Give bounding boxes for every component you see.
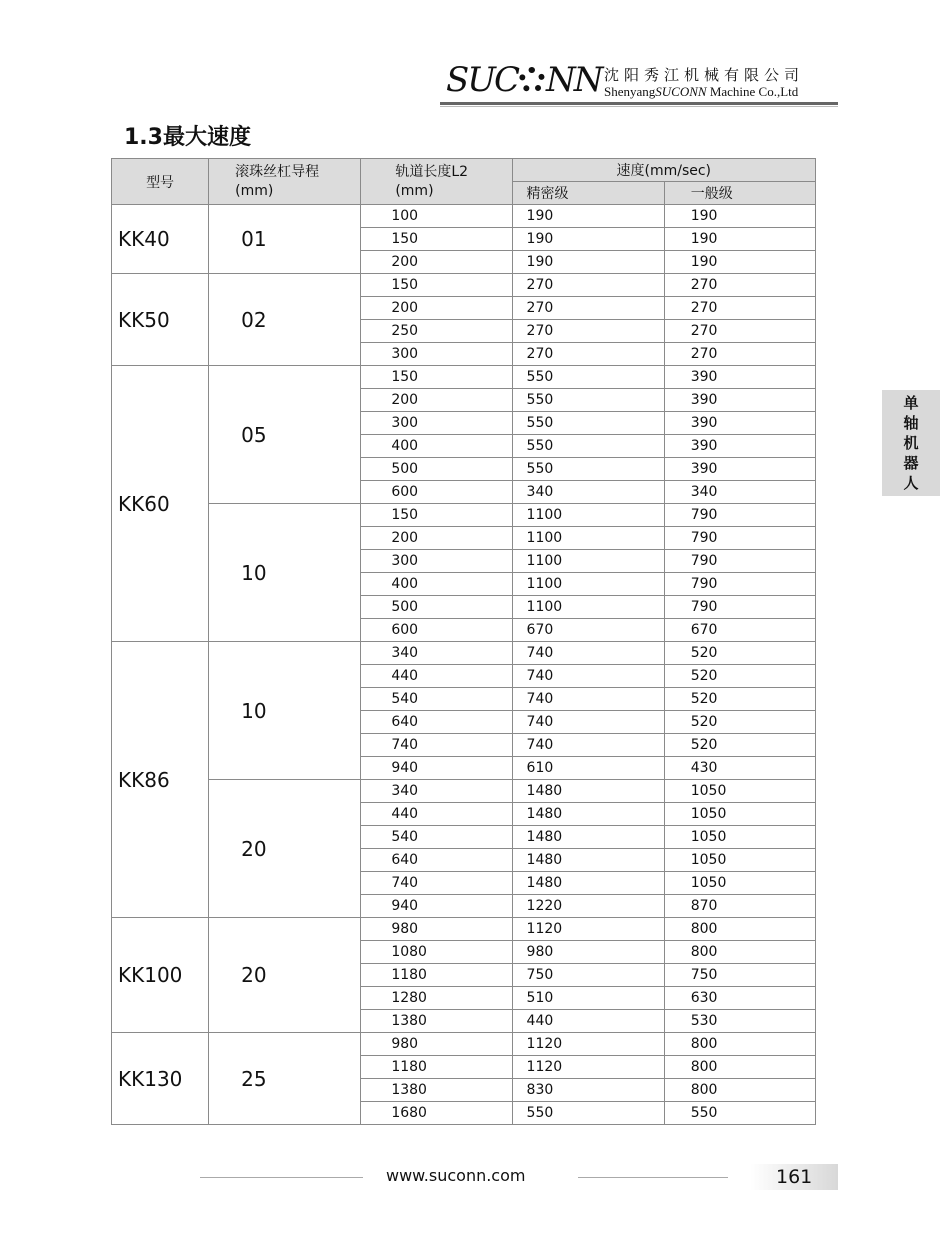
length-cell: 200 <box>361 251 512 274</box>
company-name-cn: 沈阳秀江机械有限公司 <box>604 66 805 84</box>
general-speed-cell: 520 <box>664 734 815 757</box>
general-speed-cell: 1050 <box>664 872 815 895</box>
length-cell: 600 <box>361 619 512 642</box>
precision-speed-cell: 750 <box>512 964 664 987</box>
length-cell: 940 <box>361 757 512 780</box>
precision-speed-cell: 1480 <box>512 826 664 849</box>
general-speed-cell: 270 <box>664 297 815 320</box>
general-speed-cell: 390 <box>664 389 815 412</box>
general-speed-cell: 800 <box>664 941 815 964</box>
precision-speed-cell: 740 <box>512 688 664 711</box>
precision-speed-cell: 550 <box>512 1102 664 1125</box>
precision-speed-cell: 670 <box>512 619 664 642</box>
general-speed-cell: 800 <box>664 1056 815 1079</box>
precision-speed-cell: 550 <box>512 458 664 481</box>
length-cell: 200 <box>361 389 512 412</box>
length-cell: 1380 <box>361 1079 512 1102</box>
model-cell: KK86 <box>112 642 209 918</box>
general-speed-cell: 390 <box>664 412 815 435</box>
precision-speed-cell: 1120 <box>512 1033 664 1056</box>
length-cell: 1180 <box>361 964 512 987</box>
length-cell: 980 <box>361 1033 512 1056</box>
precision-speed-cell: 190 <box>512 205 664 228</box>
length-cell: 100 <box>361 205 512 228</box>
precision-speed-cell: 510 <box>512 987 664 1010</box>
general-speed-cell: 630 <box>664 987 815 1010</box>
general-speed-cell: 1050 <box>664 803 815 826</box>
precision-speed-cell: 270 <box>512 343 664 366</box>
general-speed-cell: 670 <box>664 619 815 642</box>
lead-cell: 20 <box>209 918 361 1033</box>
general-speed-cell: 270 <box>664 274 815 297</box>
precision-speed-cell: 1120 <box>512 918 664 941</box>
side-tab <box>882 390 940 496</box>
general-speed-cell: 190 <box>664 251 815 274</box>
precision-speed-cell: 270 <box>512 320 664 343</box>
precision-speed-cell: 550 <box>512 435 664 458</box>
model-cell: KK100 <box>112 918 209 1033</box>
table-row <box>112 918 816 941</box>
precision-speed-cell: 740 <box>512 665 664 688</box>
table-row <box>112 205 816 228</box>
table-body <box>112 205 816 1125</box>
table-header <box>112 159 816 205</box>
general-speed-cell: 520 <box>664 665 815 688</box>
length-cell: 200 <box>361 297 512 320</box>
logo-text-left: SUC <box>446 60 518 100</box>
header-general: 一般级 <box>664 182 815 205</box>
general-speed-cell: 800 <box>664 1033 815 1056</box>
general-speed-cell: 1050 <box>664 826 815 849</box>
precision-speed-cell: 550 <box>512 412 664 435</box>
length-cell: 1280 <box>361 987 512 1010</box>
length-cell: 540 <box>361 826 512 849</box>
general-speed-cell: 430 <box>664 757 815 780</box>
precision-speed-cell: 550 <box>512 366 664 389</box>
length-cell: 980 <box>361 918 512 941</box>
side-tab-char: 器 <box>903 454 919 472</box>
lead-cell: 05 <box>209 366 361 504</box>
header-divider <box>440 102 838 105</box>
length-cell: 150 <box>361 504 512 527</box>
length-cell: 740 <box>361 734 512 757</box>
length-cell: 200 <box>361 527 512 550</box>
lead-cell: 10 <box>209 642 361 780</box>
logo-text-right: NN <box>545 60 602 100</box>
table-row <box>112 504 816 527</box>
side-tab-char: 轴 <box>903 414 919 432</box>
length-cell: 300 <box>361 343 512 366</box>
precision-speed-cell: 830 <box>512 1079 664 1102</box>
brand-logo <box>446 60 601 100</box>
model-cell: KK130 <box>112 1033 209 1125</box>
general-speed-cell: 790 <box>664 527 815 550</box>
general-speed-cell: 390 <box>664 366 815 389</box>
general-speed-cell: 790 <box>664 550 815 573</box>
length-cell: 300 <box>361 412 512 435</box>
general-speed-cell: 550 <box>664 1102 815 1125</box>
length-cell: 540 <box>361 688 512 711</box>
length-cell: 640 <box>361 849 512 872</box>
table-row <box>112 642 816 665</box>
precision-speed-cell: 740 <box>512 734 664 757</box>
length-cell: 340 <box>361 780 512 803</box>
length-cell: 500 <box>361 458 512 481</box>
length-cell: 940 <box>361 895 512 918</box>
general-speed-cell: 390 <box>664 435 815 458</box>
general-speed-cell: 520 <box>664 688 815 711</box>
length-cell: 740 <box>361 872 512 895</box>
footer-divider-right <box>578 1177 728 1178</box>
precision-speed-cell: 190 <box>512 228 664 251</box>
general-speed-cell: 190 <box>664 205 815 228</box>
length-cell: 150 <box>361 228 512 251</box>
precision-speed-cell: 340 <box>512 481 664 504</box>
side-tab-char: 机 <box>903 434 919 452</box>
table-row <box>112 780 816 803</box>
length-cell: 150 <box>361 274 512 297</box>
precision-speed-cell: 270 <box>512 297 664 320</box>
precision-speed-cell: 1120 <box>512 1056 664 1079</box>
general-speed-cell: 530 <box>664 1010 815 1033</box>
general-speed-cell: 190 <box>664 228 815 251</box>
precision-speed-cell: 1100 <box>512 550 664 573</box>
length-cell: 440 <box>361 665 512 688</box>
precision-speed-cell: 1220 <box>512 895 664 918</box>
general-speed-cell: 270 <box>664 343 815 366</box>
general-speed-cell: 270 <box>664 320 815 343</box>
precision-speed-cell: 740 <box>512 642 664 665</box>
precision-speed-cell: 1480 <box>512 872 664 895</box>
side-tab-char: 人 <box>903 474 919 492</box>
precision-speed-cell: 980 <box>512 941 664 964</box>
header-model: 型号 <box>112 159 209 205</box>
model-cell: KK60 <box>112 366 209 642</box>
max-speed-table <box>111 158 816 1125</box>
lead-cell: 02 <box>209 274 361 366</box>
header-speed: 速度(mm/sec) <box>512 159 815 182</box>
general-speed-cell: 790 <box>664 596 815 619</box>
length-cell: 500 <box>361 596 512 619</box>
length-cell: 150 <box>361 366 512 389</box>
page-number: 161 <box>776 1166 813 1188</box>
general-speed-cell: 870 <box>664 895 815 918</box>
precision-speed-cell: 190 <box>512 251 664 274</box>
section-title: 1.3最大速度 <box>124 125 251 150</box>
footer-divider-left <box>200 1177 363 1178</box>
length-cell: 600 <box>361 481 512 504</box>
general-speed-cell: 520 <box>664 642 815 665</box>
header-precision: 精密级 <box>512 182 664 205</box>
header-length <box>361 159 512 205</box>
general-speed-cell: 800 <box>664 1079 815 1102</box>
general-speed-cell: 340 <box>664 481 815 504</box>
header-lead <box>209 159 361 205</box>
precision-speed-cell: 270 <box>512 274 664 297</box>
lead-cell: 25 <box>209 1033 361 1125</box>
header-length-title: 轨道长度L2 <box>395 163 469 180</box>
length-cell: 1080 <box>361 941 512 964</box>
table-row <box>112 274 816 297</box>
lead-cell: 20 <box>209 780 361 918</box>
general-speed-cell: 750 <box>664 964 815 987</box>
lead-cell: 01 <box>209 205 361 274</box>
precision-speed-cell: 1480 <box>512 849 664 872</box>
precision-speed-cell: 1480 <box>512 780 664 803</box>
table-row <box>112 1033 816 1056</box>
general-speed-cell: 800 <box>664 918 815 941</box>
general-speed-cell: 1050 <box>664 780 815 803</box>
model-cell: KK50 <box>112 274 209 366</box>
general-speed-cell: 790 <box>664 573 815 596</box>
length-cell: 1180 <box>361 1056 512 1079</box>
length-cell: 250 <box>361 320 512 343</box>
header-length-unit: (mm) <box>395 182 434 199</box>
company-en-suffix: Machine Co.,Ltd <box>709 84 799 99</box>
length-cell: 1380 <box>361 1010 512 1033</box>
precision-speed-cell: 1100 <box>512 573 664 596</box>
lead-cell: 10 <box>209 504 361 642</box>
company-en-brand: SUCONN <box>655 84 707 99</box>
model-cell: KK40 <box>112 205 209 274</box>
length-cell: 400 <box>361 435 512 458</box>
general-speed-cell: 390 <box>664 458 815 481</box>
precision-speed-cell: 740 <box>512 711 664 734</box>
precision-speed-cell: 610 <box>512 757 664 780</box>
side-tab-char: 单 <box>903 394 919 412</box>
precision-speed-cell: 1100 <box>512 527 664 550</box>
length-cell: 640 <box>361 711 512 734</box>
length-cell: 400 <box>361 573 512 596</box>
length-cell: 300 <box>361 550 512 573</box>
header-divider-thin <box>440 106 838 107</box>
general-speed-cell: 520 <box>664 711 815 734</box>
precision-speed-cell: 1100 <box>512 504 664 527</box>
general-speed-cell: 790 <box>664 504 815 527</box>
length-cell: 340 <box>361 642 512 665</box>
length-cell: 440 <box>361 803 512 826</box>
table-row <box>112 366 816 389</box>
length-cell: 1680 <box>361 1102 512 1125</box>
company-name-en <box>604 84 798 100</box>
general-speed-cell: 1050 <box>664 849 815 872</box>
header-lead-unit: (mm) <box>235 182 274 199</box>
precision-speed-cell: 1100 <box>512 596 664 619</box>
company-en-prefix: Shenyang <box>604 84 656 99</box>
precision-speed-cell: 440 <box>512 1010 664 1033</box>
footer-url[interactable]: www.suconn.com <box>386 1166 526 1185</box>
precision-speed-cell: 1480 <box>512 803 664 826</box>
precision-speed-cell: 550 <box>512 389 664 412</box>
header-lead-title: 滚珠丝杠导程 <box>235 163 320 180</box>
gear-icon <box>519 67 545 93</box>
